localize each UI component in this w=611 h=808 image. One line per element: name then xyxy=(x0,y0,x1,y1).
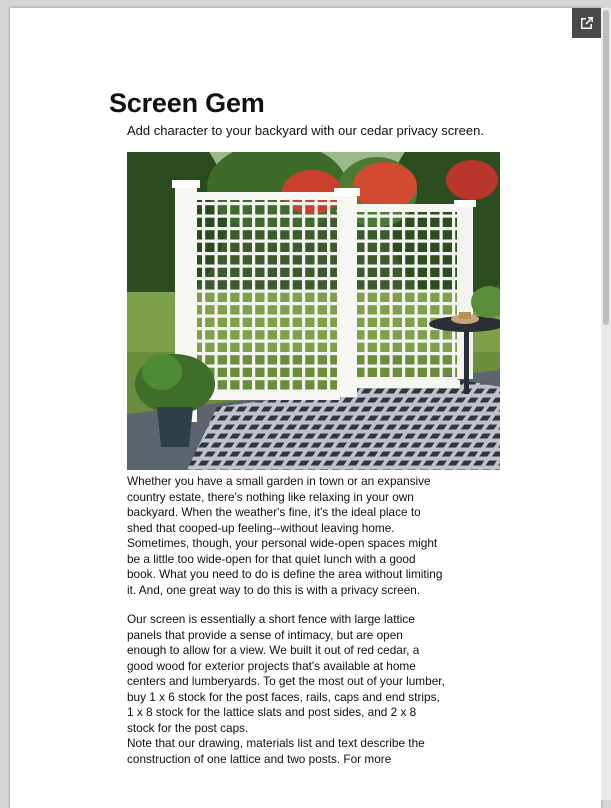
photo-illustration xyxy=(127,152,500,470)
popout-icon xyxy=(579,15,595,31)
vertical-scrollbar[interactable] xyxy=(601,8,611,800)
scrollbar-thumb[interactable] xyxy=(603,10,609,325)
privacy-screen-photo xyxy=(127,152,500,470)
article-paragraph: Our screen is essentially a short fence with large lattice panels that provide a sense of intimacy, but are open enough to allow for a view. We built it out of red cedar, a good wood for exterior projects that's available at home centers and lumberyards. To get the most out of your lumber, buy 1 x 6 stock for the post faces, rails, caps and end strips, 1 x 8 stock for the lattice slats and post sides, and 2 x 8 stock for the post caps. xyxy=(127,612,445,735)
article-paragraph: Whether you have a small garden in town or an expansive country estate, there's nothing like relaxing in your own backyard. When the weather's fine, it's the ideal place to shed that cooped-up feeling--without leaving home. Sometimes, though, your personal wide-open spaces might be a little too wide-open for that quiet lunch with a good book. What you need to do is define the area without limiting it. And, one great way to do this is with a privacy screen. xyxy=(127,474,443,597)
article-subtitle: Add character to your backyard with our cedar privacy screen. xyxy=(127,123,484,138)
article-paragraph: Note that our drawing, materials list and text describe the construction of one lattice and two posts. For more xyxy=(127,736,425,766)
article-title: Screen Gem xyxy=(109,88,265,118)
document-page xyxy=(10,8,601,808)
popout-button[interactable] xyxy=(572,8,602,38)
